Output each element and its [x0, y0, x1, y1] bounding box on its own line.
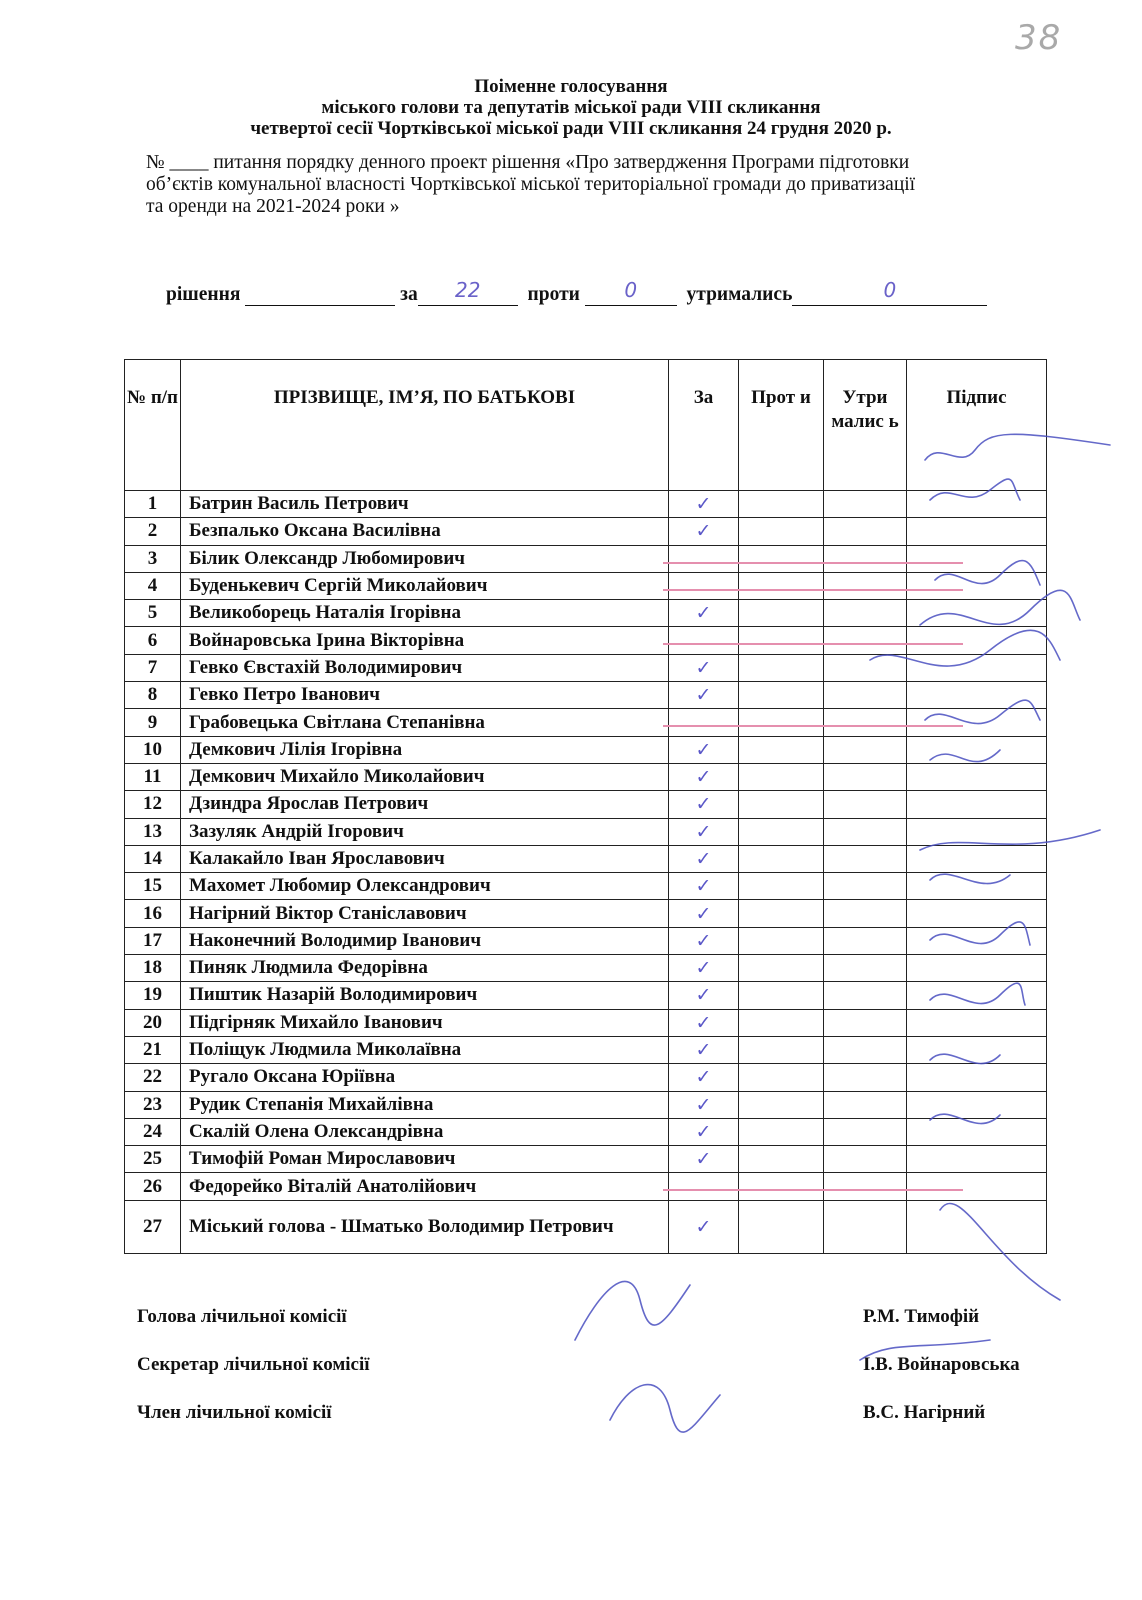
- col-header-against: Прот и: [739, 360, 824, 491]
- vote-abstained-cell: [824, 900, 907, 927]
- table-row: [125, 736, 1047, 763]
- table-row: [125, 763, 1047, 790]
- check-mark-icon: ✓: [695, 656, 712, 679]
- deputy-name: Білик Олександр Любомирович: [181, 545, 669, 572]
- for-label: за: [400, 284, 418, 305]
- row-number: 4: [125, 572, 181, 599]
- agenda-line-2: об’єктів комунальної власності Чортківської міської територіальної громади до приватизації: [146, 174, 916, 195]
- abstained-count: 0: [883, 278, 897, 302]
- vote-abstained-cell: [824, 600, 907, 627]
- vote-abstained-cell: [824, 1009, 907, 1036]
- deputy-name: Грабовецька Світлана Степанівна: [181, 709, 669, 736]
- check-mark-icon: ✓: [695, 929, 712, 952]
- col-header-name: ПРІЗВИЩЕ, ІМ’Я, ПО БАТЬКОВІ: [181, 360, 669, 491]
- row-number: 10: [125, 736, 181, 763]
- table-row: [125, 927, 1047, 954]
- check-mark-icon: ✓: [695, 820, 712, 843]
- vote-against-cell: [739, 654, 824, 681]
- signature-cell: [907, 491, 1047, 518]
- vote-against-cell: [739, 709, 824, 736]
- vote-for-cell: [669, 763, 739, 790]
- vote-abstained-cell: [824, 1146, 907, 1173]
- deputy-name: Ругало Оксана Юріївна: [181, 1064, 669, 1091]
- vote-for-cell: [669, 600, 739, 627]
- signature-cell: [907, 955, 1047, 982]
- deputy-name: Буденькевич Сергій Миколайович: [181, 572, 669, 599]
- table-row: [125, 709, 1047, 736]
- absent-strike-line: [663, 589, 963, 591]
- col-header-for: За: [669, 360, 739, 491]
- vote-against-cell: [739, 572, 824, 599]
- check-mark-icon: ✓: [695, 1093, 712, 1116]
- vote-against-cell: [739, 791, 824, 818]
- table-row: [125, 1064, 1047, 1091]
- check-mark-icon: ✓: [695, 684, 712, 707]
- table-row: [125, 818, 1047, 845]
- row-number: 14: [125, 845, 181, 872]
- signature-cell: [907, 545, 1047, 572]
- signature-cell: [907, 927, 1047, 954]
- signature-cell: [907, 818, 1047, 845]
- vote-for-cell: [669, 682, 739, 709]
- deputy-name: Поліщук Людмила Миколаївна: [181, 1036, 669, 1063]
- row-number: 23: [125, 1091, 181, 1118]
- vote-abstained-cell: [824, 818, 907, 845]
- vote-for-cell: [669, 1036, 739, 1063]
- check-mark-icon: ✓: [695, 738, 712, 761]
- vote-against-cell: [739, 1009, 824, 1036]
- absent-strike-line: [663, 643, 963, 645]
- deputy-name: Калакайло Іван Ярославович: [181, 845, 669, 872]
- row-number: 19: [125, 982, 181, 1009]
- check-mark-icon: ✓: [695, 602, 712, 625]
- row-number: 12: [125, 791, 181, 818]
- vote-against-cell: [739, 682, 824, 709]
- vote-against-cell: [739, 955, 824, 982]
- vote-abstained-cell: [824, 1091, 907, 1118]
- signature-cell: [907, 845, 1047, 872]
- row-number: 3: [125, 545, 181, 572]
- vote-abstained-cell: [824, 545, 907, 572]
- row-number: 6: [125, 627, 181, 654]
- vote-abstained-cell: [824, 682, 907, 709]
- signature-cell: [907, 1064, 1047, 1091]
- table-row: [125, 791, 1047, 818]
- vote-against-cell: [739, 491, 824, 518]
- commission-member-name: Р.М. Тимофій: [863, 1306, 980, 1327]
- vote-abstained-cell: [824, 763, 907, 790]
- vote-summary: [166, 278, 987, 306]
- title-line-3: четвертої сесії Чортківської міської ради VIII скликання 24 грудня 2020 р.: [250, 118, 892, 139]
- row-number: 16: [125, 900, 181, 927]
- check-mark-icon: ✓: [695, 520, 712, 543]
- row-number: 26: [125, 1173, 181, 1200]
- row-number: 18: [125, 955, 181, 982]
- vote-abstained-cell: [824, 1200, 907, 1253]
- decision-blank: [245, 285, 395, 306]
- signature-cell: [907, 518, 1047, 545]
- vote-against-cell: [739, 900, 824, 927]
- deputy-name: Демкович Лілія Ігорівна: [181, 736, 669, 763]
- against-label: проти: [527, 284, 580, 305]
- deputy-name: Міський голова - Шматько Володимир Петрович: [181, 1200, 669, 1253]
- signature-cell: [907, 1009, 1047, 1036]
- check-mark-icon: ✓: [695, 1039, 712, 1062]
- table-row: [125, 682, 1047, 709]
- signature-cell: [907, 1146, 1047, 1173]
- vote-for-cell: [669, 1064, 739, 1091]
- table-header-row: [125, 360, 1047, 491]
- for-count: 22: [455, 278, 481, 302]
- signature-cell: [907, 1118, 1047, 1145]
- deputy-name: Пиштик Назарій Володимирович: [181, 982, 669, 1009]
- vote-abstained-cell: [824, 572, 907, 599]
- vote-for-cell: [669, 818, 739, 845]
- commission-role: Голова лічильної комісії: [137, 1306, 347, 1327]
- table-row: [125, 1146, 1047, 1173]
- vote-for-cell: [669, 709, 739, 736]
- deputy-name: Войнаровська Ірина Вікторівна: [181, 627, 669, 654]
- vote-abstained-cell: [824, 1173, 907, 1200]
- vote-for-cell: [669, 1091, 739, 1118]
- deputy-name: Рудик Степанія Михайлівна: [181, 1091, 669, 1118]
- vote-abstained-cell: [824, 736, 907, 763]
- row-number: 24: [125, 1118, 181, 1145]
- vote-abstained-cell: [824, 491, 907, 518]
- row-number: 22: [125, 1064, 181, 1091]
- agenda-line-1: № ____ питання порядку денного проект рішення «Про затвердження Програми підготовки: [146, 152, 910, 173]
- vote-against-cell: [739, 1036, 824, 1063]
- vote-abstained-cell: [824, 518, 907, 545]
- table-row: [125, 491, 1047, 518]
- deputy-name: Зазуляк Андрій Ігорович: [181, 818, 669, 845]
- deputy-name: Наконечний Володимир Іванович: [181, 927, 669, 954]
- vote-against-cell: [739, 1064, 824, 1091]
- check-mark-icon: ✓: [695, 793, 712, 816]
- vote-for-cell: [669, 1173, 739, 1200]
- abstained-label: утримались: [686, 284, 793, 305]
- row-number: 17: [125, 927, 181, 954]
- table-body: [125, 491, 1047, 1254]
- vote-for-cell: [669, 927, 739, 954]
- vote-abstained-cell: [824, 627, 907, 654]
- vote-for-cell: [669, 982, 739, 1009]
- counting-commission: [137, 1306, 1057, 1450]
- check-mark-icon: ✓: [695, 902, 712, 925]
- check-mark-icon: ✓: [695, 493, 712, 516]
- title-line-2: міського голови та депутатів міської ради VIII скликання: [321, 97, 821, 118]
- row-number: 9: [125, 709, 181, 736]
- vote-abstained-cell: [824, 1036, 907, 1063]
- vote-against-cell: [739, 518, 824, 545]
- deputy-name: Махомет Любомир Олександрович: [181, 873, 669, 900]
- vote-against-cell: [739, 763, 824, 790]
- vote-for-cell: [669, 572, 739, 599]
- vote-abstained-cell: [824, 1118, 907, 1145]
- row-number: 25: [125, 1146, 181, 1173]
- vote-abstained-cell: [824, 1064, 907, 1091]
- table-row: [125, 572, 1047, 599]
- col-header-number: № п/п: [125, 360, 181, 491]
- vote-for-cell: [669, 654, 739, 681]
- table-row: [125, 982, 1047, 1009]
- check-mark-icon: ✓: [695, 1215, 712, 1238]
- vote-abstained-cell: [824, 873, 907, 900]
- vote-abstained-cell: [824, 709, 907, 736]
- vote-against-cell: [739, 818, 824, 845]
- table-row: [125, 1173, 1047, 1200]
- absent-strike-line: [663, 725, 963, 727]
- vote-for-cell: [669, 545, 739, 572]
- table-row: [125, 654, 1047, 681]
- commission-member-name: В.С. Нагірний: [863, 1402, 986, 1423]
- title-line-1: Поіменне голосування: [474, 76, 668, 97]
- agenda-line-3: та оренди на 2021-2024 роки »: [146, 196, 400, 217]
- check-mark-icon: ✓: [695, 875, 712, 898]
- vote-against-cell: [739, 982, 824, 1009]
- vote-against-cell: [739, 1091, 824, 1118]
- row-number: 11: [125, 763, 181, 790]
- signature-cell: [907, 709, 1047, 736]
- check-mark-icon: ✓: [695, 1066, 712, 1089]
- commission-row: [137, 1306, 1057, 1354]
- signature-cell: [907, 982, 1047, 1009]
- deputy-name: Гевко Петро Іванович: [181, 682, 669, 709]
- deputy-name: Безпалько Оксана Василівна: [181, 518, 669, 545]
- row-number: 27: [125, 1200, 181, 1253]
- table-row: [125, 1118, 1047, 1145]
- vote-abstained-cell: [824, 845, 907, 872]
- table-row: [125, 600, 1047, 627]
- vote-against-cell: [739, 927, 824, 954]
- signature-cell: [907, 791, 1047, 818]
- vote-against-cell: [739, 1118, 824, 1145]
- signature-cell: [907, 682, 1047, 709]
- table-row: [125, 900, 1047, 927]
- row-number: 2: [125, 518, 181, 545]
- check-mark-icon: ✓: [695, 984, 712, 1007]
- row-number: 8: [125, 682, 181, 709]
- commission-row: [137, 1402, 1057, 1450]
- vote-abstained-cell: [824, 927, 907, 954]
- table-row: [125, 845, 1047, 872]
- vote-for-cell: [669, 845, 739, 872]
- signature-cell: [907, 600, 1047, 627]
- deputy-name: Федорейко Віталій Анатолійович: [181, 1173, 669, 1200]
- vote-against-cell: [739, 1200, 824, 1253]
- table-row: [125, 627, 1047, 654]
- vote-for-cell: [669, 736, 739, 763]
- commission-role: Член лічильної комісії: [137, 1402, 332, 1423]
- deputy-name: Скалій Олена Олександрівна: [181, 1118, 669, 1145]
- signature-cell: [907, 1173, 1047, 1200]
- deputy-name: Великоборець Наталія Ігорівна: [181, 600, 669, 627]
- col-header-signature: Підпис: [907, 360, 1047, 491]
- vote-against-cell: [739, 736, 824, 763]
- check-mark-icon: ✓: [695, 1120, 712, 1143]
- vote-abstained-cell: [824, 791, 907, 818]
- deputy-name: Тимофій Роман Мирославович: [181, 1146, 669, 1173]
- commission-row: [137, 1354, 1057, 1402]
- table-row: [125, 1009, 1047, 1036]
- vote-for-cell: [669, 873, 739, 900]
- vote-against-cell: [739, 1146, 824, 1173]
- vote-against-cell: [739, 600, 824, 627]
- table-row: [125, 1200, 1047, 1253]
- deputy-name: Підгірняк Михайло Іванович: [181, 1009, 669, 1036]
- absent-strike-line: [663, 562, 963, 564]
- vote-abstained-cell: [824, 982, 907, 1009]
- absent-strike-line: [663, 1189, 963, 1191]
- vote-for-cell: [669, 791, 739, 818]
- vote-for-cell: [669, 1009, 739, 1036]
- page-number: 38: [1015, 18, 1063, 58]
- row-number: 7: [125, 654, 181, 681]
- deputy-name: Пиняк Людмила Федорівна: [181, 955, 669, 982]
- table-row: [125, 955, 1047, 982]
- vote-for-cell: [669, 627, 739, 654]
- signature-cell: [907, 1036, 1047, 1063]
- vote-against-cell: [739, 845, 824, 872]
- check-mark-icon: ✓: [695, 1148, 712, 1171]
- table-row: [125, 518, 1047, 545]
- deputy-name: Гевко Євстахій Володимирович: [181, 654, 669, 681]
- table-row: [125, 1091, 1047, 1118]
- row-number: 21: [125, 1036, 181, 1063]
- table-row: [125, 545, 1047, 572]
- vote-against-cell: [739, 1173, 824, 1200]
- decision-label: рішення: [166, 284, 241, 305]
- deputy-name: Дзиндра Ярослав Петрович: [181, 791, 669, 818]
- col-header-abstained: Утри малис ь: [824, 360, 907, 491]
- vote-for-cell: [669, 1118, 739, 1145]
- deputy-name: Демкович Михайло Миколайович: [181, 763, 669, 790]
- row-number: 20: [125, 1009, 181, 1036]
- signature-cell: [907, 873, 1047, 900]
- row-number: 5: [125, 600, 181, 627]
- vote-for-cell: [669, 1146, 739, 1173]
- row-number: 13: [125, 818, 181, 845]
- vote-for-cell: [669, 1200, 739, 1253]
- commission-member-name: І.В. Войнаровська: [863, 1354, 1020, 1375]
- signature-cell: [907, 736, 1047, 763]
- check-mark-icon: ✓: [695, 848, 712, 870]
- table-row: [125, 873, 1047, 900]
- vote-for-cell: [669, 518, 739, 545]
- commission-role: Секретар лічильної комісії: [137, 1354, 370, 1375]
- deputy-name: Нагірний Віктор Станіславович: [181, 900, 669, 927]
- check-mark-icon: ✓: [695, 957, 712, 980]
- signature-cell: [907, 1091, 1047, 1118]
- signature-cell: [907, 654, 1047, 681]
- table-row: [125, 1036, 1047, 1063]
- vote-abstained-cell: [824, 955, 907, 982]
- row-number: 15: [125, 873, 181, 900]
- roll-call-table: [124, 359, 1047, 1254]
- signature-cell: [907, 900, 1047, 927]
- vote-for-cell: [669, 955, 739, 982]
- agenda-item: [146, 152, 1076, 218]
- deputy-name: Батрин Василь Петрович: [181, 491, 669, 518]
- document-title: [0, 76, 1142, 139]
- vote-for-cell: [669, 900, 739, 927]
- vote-against-cell: [739, 545, 824, 572]
- row-number: 1: [125, 491, 181, 518]
- signature-cell: [907, 1200, 1047, 1253]
- check-mark-icon: ✓: [695, 1011, 712, 1034]
- signature-cell: [907, 763, 1047, 790]
- vote-against-cell: [739, 627, 824, 654]
- check-mark-icon: ✓: [695, 766, 712, 789]
- signature-cell: [907, 627, 1047, 654]
- signature-cell: [907, 572, 1047, 599]
- vote-for-cell: [669, 491, 739, 518]
- against-count: 0: [624, 278, 638, 302]
- vote-against-cell: [739, 873, 824, 900]
- vote-abstained-cell: [824, 654, 907, 681]
